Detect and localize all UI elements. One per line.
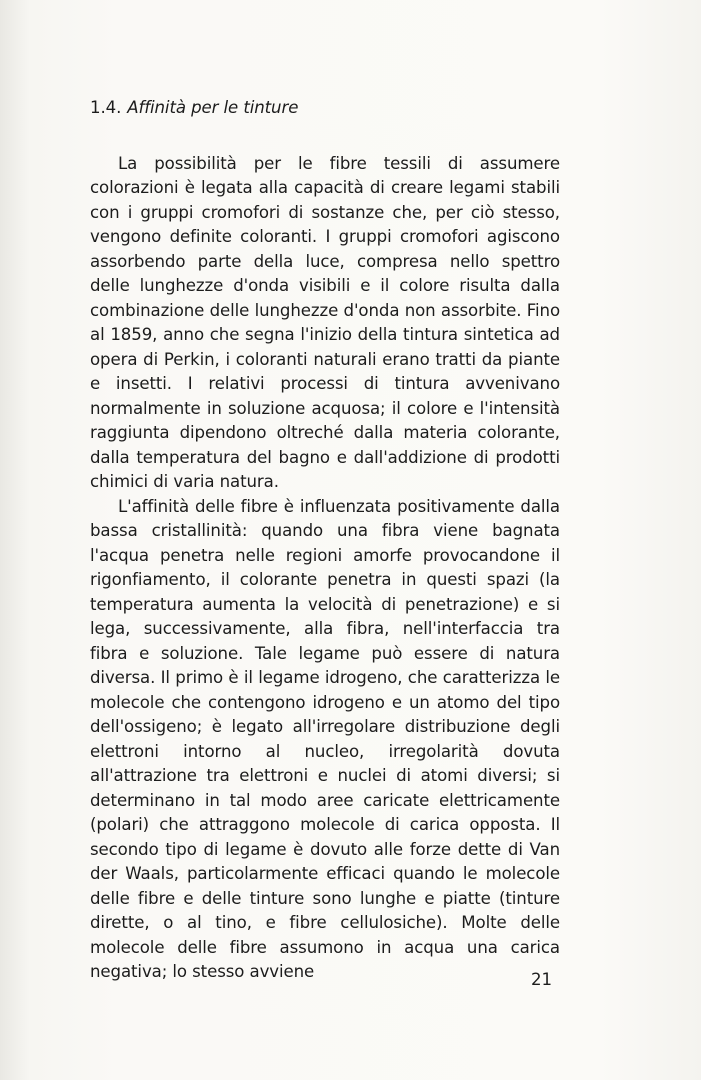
paragraph-2: L'affinità delle fibre è influenzata positivamente dalla bassa cristallinità: quando una fibra viene bagnata l'acqua penetra nelle regioni amorfe provocandone il rigonfiamento, il colorante penetra in questi spazi (la temperatura aumenta la velocità di penetrazione) e si lega, successivamente, alla fibra, nell'interfaccia tra fibra e soluzione. Tale legame può essere di natura diversa. Il primo è il legame idrogeno, che caratterizza le molecole che contengono idrogeno e un atomo del tipo dell'ossigeno; è legato all'irregolare distribuzione degli elettroni intorno al nucleo, irregolarità dovuta all'attrazione tra elettroni e nuclei di atomi diversi; si determinano in tal modo aree caricate elettricamente (polari) che attraggono molecole di carica opposta. Il secondo tipo di legame è dovuto alle forze dette di Van der Waals, particolarmente efficaci quando le molecole delle fibre e delle tinture sono lunghe e piatte (tinture dirette, o al tino, e fibre cellulosiche). Molte delle molecole delle fibre assumono in acqua una carica negativa; lo stesso avviene	[90, 496, 560, 981]
page-number: 21	[531, 970, 553, 989]
section-number: 1.4.	[90, 98, 122, 117]
section-heading	[90, 96, 560, 121]
section-title: Affinità per le tinture	[127, 98, 299, 117]
paragraph-1: La possibilità per le fibre tessili di assumere colorazioni è legata alla capacità di creare legami stabili con i gruppi cromofori di sostanze che, per ciò stesso, vengono definite coloranti. I gruppi cromofori agiscono assorbendo parte della luce, compresa nello spettro delle lunghezze d'onda visibili e il colore risulta dalla combinazione delle lunghezze d'onda non assorbite. Fino al 1859, anno che segna l'inizio della tintura sintetica ad opera di Perkin, i coloranti naturali erano tratti da piante e insetti. I relativi processi di tintura avvenivano normalmente in soluzione acquosa; il colore e l'intensità raggiunta dipendono oltreché dalla materia colorante, dalla temperatura del bagno e dall'addizione di prodotti chimici di varia natura.	[90, 153, 560, 491]
text-block	[90, 96, 560, 985]
